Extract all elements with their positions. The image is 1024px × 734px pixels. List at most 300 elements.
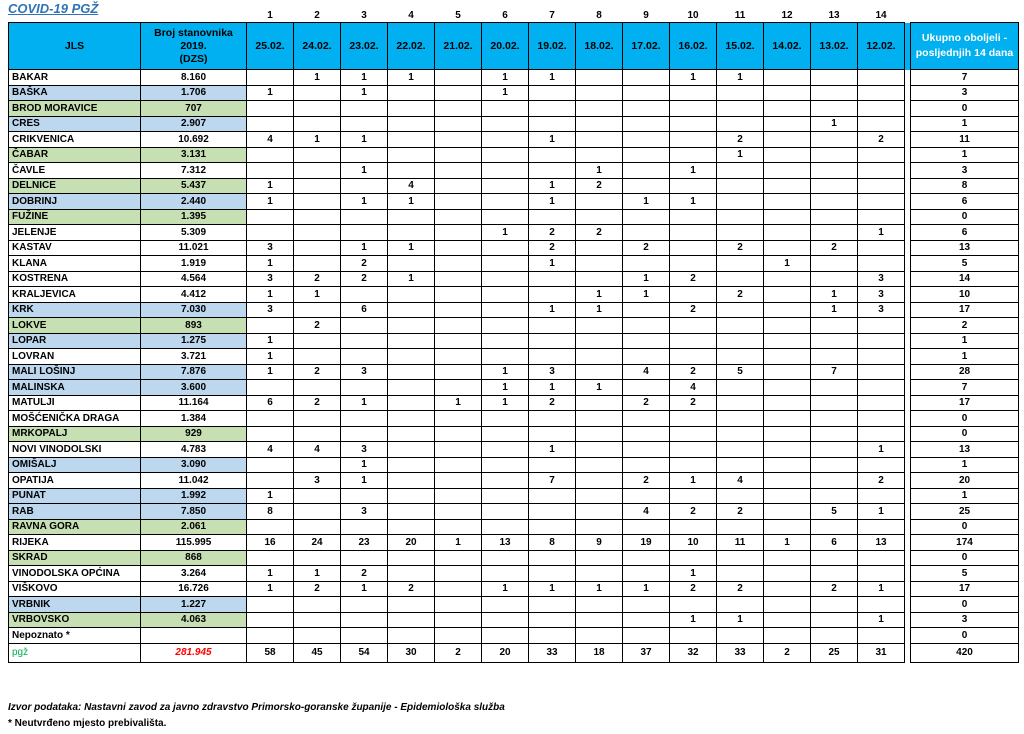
- daily-cases-cell: 1: [247, 349, 294, 365]
- population-value: 5.309: [141, 225, 247, 241]
- daily-cases-cell: [247, 612, 294, 628]
- daily-cases-cell: 1: [341, 581, 388, 597]
- total-cases-cell: 14: [911, 271, 1019, 287]
- daily-cases-cell: [670, 240, 717, 256]
- daily-cases-cell: 1: [294, 566, 341, 582]
- daily-cases-cell: [482, 147, 529, 163]
- daily-cases-cell: 2: [811, 581, 858, 597]
- table-row: [9, 209, 1019, 225]
- daily-cases-cell: [623, 132, 670, 148]
- daily-cases-cell: [388, 225, 435, 241]
- table-row: [9, 116, 1019, 132]
- daily-cases-cell: [764, 628, 811, 644]
- daily-cases-cell: [294, 550, 341, 566]
- daily-cases-cell: [764, 442, 811, 458]
- daily-cases-cell: [294, 302, 341, 318]
- source-note: Izvor podataka: Nastavni zavod za javno zdravstvo Primorsko-goranske županije - Epidemiološka služba: [8, 702, 505, 713]
- daily-cases-cell: [576, 488, 623, 504]
- daily-cases-cell: [576, 209, 623, 225]
- daily-cases-cell: 1: [435, 395, 482, 411]
- daily-cases-cell: [764, 411, 811, 427]
- daily-cases-cell: [482, 240, 529, 256]
- daily-cases-cell: [717, 302, 764, 318]
- population-value: 11.164: [141, 395, 247, 411]
- table-row: [9, 194, 1019, 210]
- total-cases-cell: 1: [911, 488, 1019, 504]
- daily-cases-cell: [576, 194, 623, 210]
- table-row: [9, 380, 1019, 396]
- daily-cases-cell: 1: [341, 473, 388, 489]
- daily-cases-cell: 24: [294, 535, 341, 551]
- population-value: 1.275: [141, 333, 247, 349]
- daily-cases-cell: [811, 225, 858, 241]
- daily-cases-cell: [717, 442, 764, 458]
- day-index-2: 2: [314, 9, 320, 21]
- daily-cases-cell: [529, 612, 576, 628]
- daily-cases-cell: 1: [576, 581, 623, 597]
- daily-cases-cell: 2: [858, 473, 905, 489]
- daily-cases-cell: 1: [670, 163, 717, 179]
- population-value: 7.030: [141, 302, 247, 318]
- daily-cases-cell: [247, 70, 294, 86]
- municipality-name: CRES: [9, 116, 141, 132]
- daily-cases-cell: [388, 116, 435, 132]
- daily-cases-cell: [529, 550, 576, 566]
- population-value: 2.907: [141, 116, 247, 132]
- daily-cases-cell: [764, 581, 811, 597]
- daily-cases-cell: 1: [341, 395, 388, 411]
- column-header-jls: JLS: [9, 23, 141, 70]
- daily-cases-cell: [576, 101, 623, 117]
- daily-cases-cell: [435, 225, 482, 241]
- municipality-name: RIJEKA: [9, 535, 141, 551]
- daily-cases-cell: 2: [341, 566, 388, 582]
- daily-cases-cell: [858, 488, 905, 504]
- total-cases-cell: 17: [911, 581, 1019, 597]
- municipality-name: KASTAV: [9, 240, 141, 256]
- daily-cases-cell: 2: [858, 132, 905, 148]
- daily-cases-cell: [341, 426, 388, 442]
- daily-cases-cell: [811, 550, 858, 566]
- daily-cases-cell: [811, 256, 858, 272]
- daily-cases-cell: [764, 70, 811, 86]
- daily-cases-cell: [294, 163, 341, 179]
- daily-cases-cell: 4: [247, 442, 294, 458]
- daily-cases-cell: 1: [717, 147, 764, 163]
- daily-cases-cell: [482, 256, 529, 272]
- population-value: 3.131: [141, 147, 247, 163]
- daily-cases-cell: [294, 225, 341, 241]
- daily-cases-cell: [529, 426, 576, 442]
- daily-cases-cell: [670, 287, 717, 303]
- daily-cases-cell: [811, 147, 858, 163]
- daily-cases-cell: [623, 116, 670, 132]
- daily-cases-cell: [576, 395, 623, 411]
- daily-cases-cell: [623, 488, 670, 504]
- daily-cases-cell: [482, 194, 529, 210]
- daily-cases-cell: [294, 209, 341, 225]
- daily-cases-cell: [811, 411, 858, 427]
- daily-cases-cell: [482, 612, 529, 628]
- total-cases-cell: 0: [911, 597, 1019, 613]
- table-row: [9, 225, 1019, 241]
- municipality-name: SKRAD: [9, 550, 141, 566]
- daily-cases-cell: [717, 411, 764, 427]
- daily-cases-cell: [623, 628, 670, 644]
- daily-cases-cell: [858, 163, 905, 179]
- daily-total-cell: 20: [482, 643, 529, 662]
- daily-cases-cell: [247, 318, 294, 334]
- total-cases-cell: 20: [911, 473, 1019, 489]
- daily-cases-cell: [435, 550, 482, 566]
- daily-cases-cell: [623, 163, 670, 179]
- daily-cases-cell: 3: [341, 504, 388, 520]
- daily-cases-cell: [670, 101, 717, 117]
- daily-cases-cell: 1: [294, 70, 341, 86]
- daily-cases-cell: [529, 519, 576, 535]
- daily-cases-cell: [435, 101, 482, 117]
- table-row: [9, 364, 1019, 380]
- daily-cases-cell: 1: [811, 287, 858, 303]
- daily-cases-cell: [529, 287, 576, 303]
- total-cases-cell: 0: [911, 411, 1019, 427]
- daily-cases-cell: [388, 550, 435, 566]
- daily-cases-cell: 1: [341, 132, 388, 148]
- daily-cases-cell: [294, 411, 341, 427]
- daily-total-cell: 30: [388, 643, 435, 662]
- total-cases-cell: 1: [911, 147, 1019, 163]
- daily-cases-cell: [717, 318, 764, 334]
- daily-cases-cell: [388, 628, 435, 644]
- daily-cases-cell: [482, 349, 529, 365]
- daily-cases-cell: [623, 302, 670, 318]
- daily-cases-cell: [341, 318, 388, 334]
- daily-cases-cell: 1: [670, 473, 717, 489]
- daily-cases-cell: [576, 473, 623, 489]
- daily-cases-cell: 1: [247, 566, 294, 582]
- daily-total-cell: 33: [717, 643, 764, 662]
- daily-cases-cell: 20: [388, 535, 435, 551]
- daily-cases-cell: 4: [623, 504, 670, 520]
- total-cases-cell: 7: [911, 70, 1019, 86]
- daily-cases-cell: [388, 612, 435, 628]
- daily-cases-cell: [858, 70, 905, 86]
- table-row: [9, 550, 1019, 566]
- municipality-name: KRALJEVICA: [9, 287, 141, 303]
- daily-cases-cell: [811, 194, 858, 210]
- daily-cases-cell: [529, 504, 576, 520]
- daily-cases-cell: 1: [294, 287, 341, 303]
- daily-cases-cell: [858, 519, 905, 535]
- daily-cases-cell: [482, 333, 529, 349]
- municipality-name: VINODOLSKA OPĆINA: [9, 566, 141, 582]
- daily-cases-cell: [435, 271, 482, 287]
- population-value: 16.726: [141, 581, 247, 597]
- daily-cases-cell: [670, 550, 717, 566]
- daily-cases-cell: [858, 628, 905, 644]
- daily-cases-cell: [341, 550, 388, 566]
- daily-cases-cell: [341, 209, 388, 225]
- daily-cases-cell: [341, 116, 388, 132]
- daily-cases-cell: [811, 70, 858, 86]
- table-row: [9, 628, 1019, 644]
- daily-total-cell: 33: [529, 643, 576, 662]
- municipality-name: BAKAR: [9, 70, 141, 86]
- table-row: [9, 442, 1019, 458]
- daily-cases-cell: [529, 333, 576, 349]
- daily-cases-cell: [670, 457, 717, 473]
- daily-cases-cell: [294, 101, 341, 117]
- daily-cases-cell: 7: [529, 473, 576, 489]
- daily-cases-cell: [670, 628, 717, 644]
- population-value: 4.783: [141, 442, 247, 458]
- table-row: [9, 426, 1019, 442]
- daily-cases-cell: [623, 333, 670, 349]
- daily-cases-cell: [482, 566, 529, 582]
- total-cases-cell: 174: [911, 535, 1019, 551]
- daily-cases-cell: [482, 504, 529, 520]
- sheet-title: COVID-19 PGŽ: [8, 1, 99, 16]
- table-row: [9, 318, 1019, 334]
- daily-cases-cell: 1: [623, 194, 670, 210]
- day-index-10: 10: [687, 9, 699, 21]
- daily-cases-cell: [670, 488, 717, 504]
- daily-cases-cell: [482, 101, 529, 117]
- daily-cases-cell: 1: [482, 380, 529, 396]
- total-cases-cell: 13: [911, 240, 1019, 256]
- daily-cases-cell: 1: [811, 302, 858, 318]
- daily-cases-cell: 2: [341, 256, 388, 272]
- daily-cases-cell: [811, 132, 858, 148]
- daily-cases-cell: 1: [670, 70, 717, 86]
- daily-cases-cell: [811, 395, 858, 411]
- municipality-name: RAB: [9, 504, 141, 520]
- municipality-name: ČAVLE: [9, 163, 141, 179]
- daily-cases-cell: [576, 318, 623, 334]
- daily-cases-cell: 1: [623, 271, 670, 287]
- total-cases-cell: 0: [911, 101, 1019, 117]
- daily-cases-cell: [435, 426, 482, 442]
- daily-cases-cell: [529, 411, 576, 427]
- daily-cases-cell: 2: [623, 395, 670, 411]
- daily-cases-cell: [858, 101, 905, 117]
- total-cases-cell: 3: [911, 612, 1019, 628]
- daily-total-cell: 45: [294, 643, 341, 662]
- municipality-name: MRKOPALJ: [9, 426, 141, 442]
- daily-cases-cell: [717, 628, 764, 644]
- population-value: 929: [141, 426, 247, 442]
- daily-cases-cell: [388, 364, 435, 380]
- daily-cases-cell: 1: [247, 287, 294, 303]
- daily-cases-cell: [247, 628, 294, 644]
- daily-cases-cell: [435, 411, 482, 427]
- daily-cases-cell: [341, 349, 388, 365]
- daily-cases-cell: 4: [717, 473, 764, 489]
- daily-cases-cell: [764, 473, 811, 489]
- daily-cases-cell: 1: [529, 70, 576, 86]
- daily-total-cell: 32: [670, 643, 717, 662]
- daily-cases-cell: [670, 426, 717, 442]
- column-header-date: 15.02.: [717, 23, 764, 70]
- spacer: [911, 8, 1019, 23]
- total-cases-cell: 7: [911, 380, 1019, 396]
- daily-cases-cell: 2: [341, 271, 388, 287]
- daily-cases-cell: [858, 566, 905, 582]
- column-header-date: 19.02.: [529, 23, 576, 70]
- daily-cases-cell: [811, 628, 858, 644]
- daily-cases-cell: [529, 349, 576, 365]
- daily-cases-cell: 1: [341, 85, 388, 101]
- daily-cases-cell: [388, 380, 435, 396]
- day-index-6: 6: [502, 9, 508, 21]
- daily-cases-cell: 1: [388, 194, 435, 210]
- total-cases-cell: 28: [911, 364, 1019, 380]
- daily-cases-cell: 2: [576, 178, 623, 194]
- daily-cases-cell: [341, 178, 388, 194]
- table-row: [9, 519, 1019, 535]
- daily-cases-cell: [764, 163, 811, 179]
- daily-cases-cell: [388, 395, 435, 411]
- daily-cases-cell: 1: [529, 194, 576, 210]
- daily-cases-cell: [482, 116, 529, 132]
- population-value: 1.919: [141, 256, 247, 272]
- daily-cases-cell: 1: [529, 380, 576, 396]
- population-header-line-1: Broj stanovnika: [154, 26, 233, 39]
- total-cases-cell: 10: [911, 287, 1019, 303]
- daily-cases-cell: [764, 178, 811, 194]
- daily-cases-cell: 1: [858, 581, 905, 597]
- daily-cases-cell: [576, 132, 623, 148]
- daily-cases-cell: [670, 178, 717, 194]
- covid-cases-table: [8, 8, 1019, 663]
- population-value: 2.061: [141, 519, 247, 535]
- daily-cases-cell: 1: [482, 395, 529, 411]
- municipality-name: VRBOVSKO: [9, 612, 141, 628]
- table-row: [9, 473, 1019, 489]
- daily-cases-cell: 5: [717, 364, 764, 380]
- municipality-name: Nepoznato *: [9, 628, 141, 644]
- column-header-date: 16.02.: [670, 23, 717, 70]
- daily-cases-cell: [341, 101, 388, 117]
- daily-cases-cell: 1: [623, 287, 670, 303]
- municipality-name: MALI LOŠINJ: [9, 364, 141, 380]
- daily-cases-cell: [811, 566, 858, 582]
- daily-cases-cell: 2: [294, 318, 341, 334]
- daily-cases-cell: 2: [670, 364, 717, 380]
- daily-cases-cell: [435, 209, 482, 225]
- daily-cases-cell: [670, 225, 717, 241]
- daily-cases-cell: [482, 271, 529, 287]
- daily-cases-cell: [294, 178, 341, 194]
- daily-cases-cell: [811, 101, 858, 117]
- daily-cases-cell: [247, 457, 294, 473]
- daily-cases-cell: 1: [388, 271, 435, 287]
- daily-cases-cell: [435, 581, 482, 597]
- daily-cases-cell: [529, 271, 576, 287]
- daily-cases-cell: [294, 240, 341, 256]
- daily-cases-cell: 2: [623, 240, 670, 256]
- daily-cases-cell: 3: [247, 271, 294, 287]
- daily-cases-cell: 1: [670, 566, 717, 582]
- municipality-name: PUNAT: [9, 488, 141, 504]
- total-cases-cell: 5: [911, 566, 1019, 582]
- daily-cases-cell: [764, 457, 811, 473]
- daily-cases-cell: [764, 194, 811, 210]
- daily-cases-cell: [717, 194, 764, 210]
- daily-cases-cell: [388, 349, 435, 365]
- population-value: 115.995: [141, 535, 247, 551]
- daily-cases-cell: [764, 101, 811, 117]
- daily-cases-cell: [858, 333, 905, 349]
- daily-cases-cell: [717, 225, 764, 241]
- daily-cases-cell: [247, 550, 294, 566]
- day-index-8: 8: [596, 9, 602, 21]
- daily-cases-cell: [388, 147, 435, 163]
- table-row: [9, 256, 1019, 272]
- daily-cases-cell: [388, 519, 435, 535]
- daily-cases-cell: 4: [623, 364, 670, 380]
- daily-cases-cell: [576, 85, 623, 101]
- daily-cases-cell: 3: [247, 302, 294, 318]
- total-cases-cell: 13: [911, 442, 1019, 458]
- column-header-date: 21.02.: [435, 23, 482, 70]
- municipality-name: MOŠĆENIČKA DRAGA: [9, 411, 141, 427]
- day-index-14: 14: [875, 9, 887, 21]
- table-row: [9, 132, 1019, 148]
- table-row: [9, 566, 1019, 582]
- table-row: [9, 535, 1019, 551]
- daily-cases-cell: [341, 411, 388, 427]
- daily-cases-cell: [764, 287, 811, 303]
- day-index-5: 5: [455, 9, 461, 21]
- municipality-name: BROD MORAVICE: [9, 101, 141, 117]
- total-cases-cell: 8: [911, 178, 1019, 194]
- daily-cases-cell: [388, 209, 435, 225]
- table-row: [9, 504, 1019, 520]
- municipality-name: KRK: [9, 302, 141, 318]
- population-value: 1.384: [141, 411, 247, 427]
- population-value: 1.992: [141, 488, 247, 504]
- daily-cases-cell: [623, 566, 670, 582]
- daily-cases-cell: 1: [388, 240, 435, 256]
- municipality-name: OMIŠALJ: [9, 457, 141, 473]
- daily-cases-cell: [294, 333, 341, 349]
- daily-cases-cell: 1: [247, 581, 294, 597]
- table-row: [9, 457, 1019, 473]
- daily-cases-cell: [294, 457, 341, 473]
- daily-cases-cell: [529, 628, 576, 644]
- table-row: [9, 581, 1019, 597]
- daily-cases-cell: [247, 411, 294, 427]
- municipality-name: ČABAR: [9, 147, 141, 163]
- daily-cases-cell: [435, 147, 482, 163]
- municipality-name: BAŠKA: [9, 85, 141, 101]
- daily-cases-cell: 1: [247, 333, 294, 349]
- population-total: 281.945: [141, 643, 247, 662]
- daily-cases-cell: [576, 457, 623, 473]
- daily-cases-cell: [576, 256, 623, 272]
- table-row: [9, 349, 1019, 365]
- daily-cases-cell: [623, 519, 670, 535]
- population-value: 3.264: [141, 566, 247, 582]
- daily-cases-cell: [576, 349, 623, 365]
- daily-cases-cell: [341, 380, 388, 396]
- daily-cases-cell: 1: [811, 116, 858, 132]
- daily-cases-cell: [717, 271, 764, 287]
- daily-cases-cell: 1: [247, 256, 294, 272]
- daily-cases-cell: 23: [341, 535, 388, 551]
- daily-cases-cell: 1: [717, 70, 764, 86]
